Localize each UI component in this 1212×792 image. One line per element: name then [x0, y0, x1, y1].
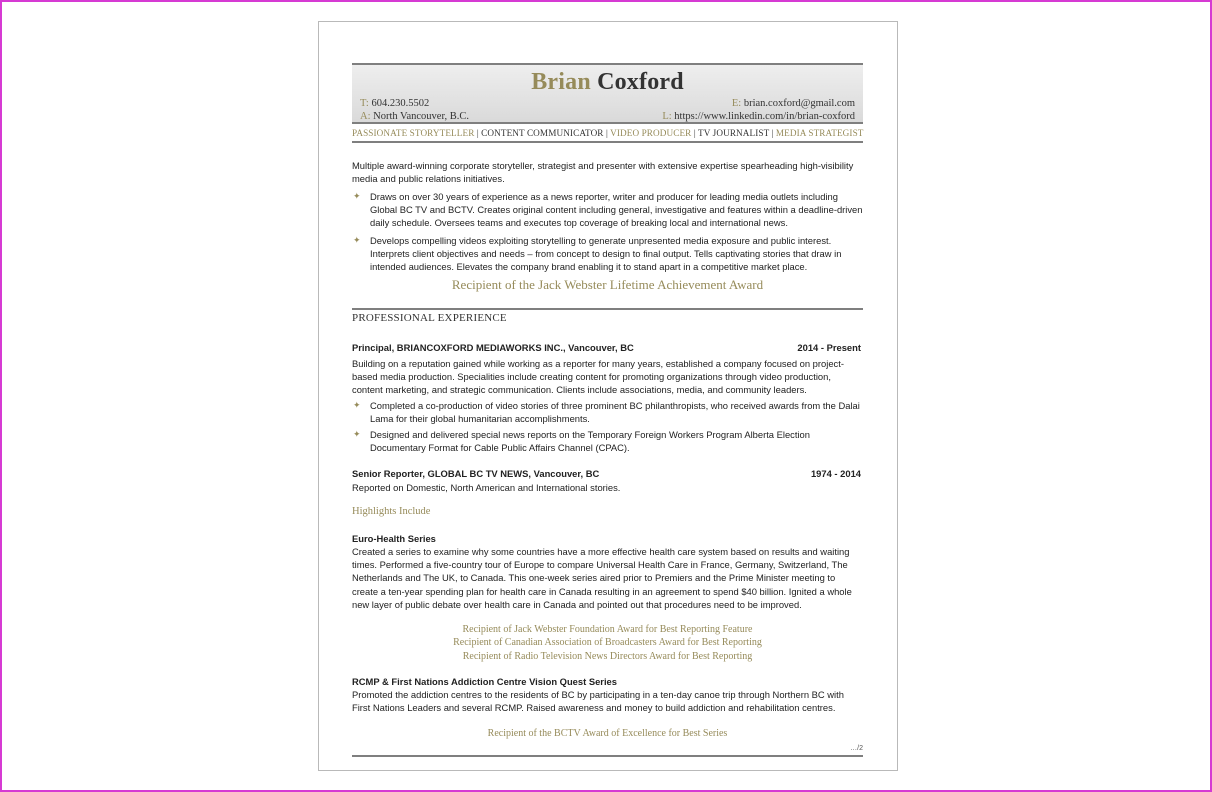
- tagline-separator: |: [603, 128, 611, 138]
- job-dates: 1974 - 2014: [810, 468, 861, 479]
- series-title: Euro-Health Series: [352, 533, 436, 544]
- page-number: …/2: [850, 745, 863, 752]
- job-bullet: [352, 399, 863, 425]
- bullet-star-icon: ✦: [353, 235, 361, 245]
- candidate-name: [352, 69, 863, 96]
- series-award: Recipient of the BCTV Award of Excellence for Best Series: [487, 728, 728, 739]
- linkedin-link[interactable]: https://www.linkedin.com/in/brian-coxford: [671, 111, 855, 122]
- series-description: Created a series to examine why some countries have a more effective health care system based on results and waiting times. Performed a five-country tour of Europe to compare Universal Health Care in France, Germany, Switzerland, The Netherlands and The UK, to Canada. This one-week series aired prior to Premiers and the Prime Minister meeting to create a ten-year spending plan for health care in Canada resulting in an agreement to spend $40 billion. Ignited a whole new layer of public debate over health care in Canada and pointed out that procedures need to be improved.: [352, 546, 852, 610]
- lifetime-award: Recipient of the Jack Webster Lifetime Achievement Award: [451, 277, 764, 292]
- section-rule: [352, 308, 863, 310]
- first-name: Brian: [531, 69, 591, 95]
- address-label: A:: [360, 111, 371, 122]
- resume-page: [318, 21, 898, 771]
- resume-header: [352, 63, 863, 124]
- award-line: Recipient of Jack Webster Foundation Award for Best Reporting Feature: [462, 624, 753, 635]
- job-title: Senior Reporter, GLOBAL BC TV NEWS, Vancouver, BC: [352, 468, 600, 479]
- tagline-item: MEDIA STRATEGIST: [775, 128, 864, 138]
- job-description: Building on a reputation gained while working as a reporter for many years, established a company focused on project-based media production. Specialities include creating content for promoting organizations through video production, content marketing, and strategic communication. Clients include associations, media, and community leaders.: [352, 358, 844, 396]
- tagline-item: TV JOURNALIST: [698, 128, 770, 138]
- summary-bullet: [352, 190, 863, 230]
- bullet-text: Draws on over 30 years of experience as a news reporter, writer and producer for leading media outlets including Global BC TV and BCTV. Creates original content including general, investigative and features within a deadline-driven daily schedule. Oversees teams and executes top coverage of breaking local and international news.: [370, 191, 863, 229]
- summary-bullet: [352, 234, 863, 274]
- tagline-item: PASSIONATE STORYTELLER: [352, 128, 475, 138]
- last-name: Coxford: [590, 69, 684, 95]
- award-line: Recipient of Canadian Association of Broadcasters Award for Best Reporting: [453, 637, 762, 649]
- tagline-rule: [352, 141, 863, 143]
- tagline-separator: |: [691, 128, 698, 138]
- series-awards: [352, 623, 863, 663]
- address-value: North Vancouver, B.C.: [370, 111, 470, 122]
- bullet-star-icon: ✦: [353, 429, 361, 439]
- job-bullet: [352, 428, 863, 454]
- tagline-separator: |: [769, 128, 776, 138]
- job-heading: [352, 342, 863, 353]
- tagline-separator: |: [474, 128, 482, 138]
- bullet-text: Develops compelling videos exploiting storytelling to generate unpresented media exposure and public interest. Interprets client objectives and needs – from concept to design to final output. Tells captivating stories that draw in intended audiences. Elevates the company brand enabling it to stand apart in a competitive market place.: [370, 235, 842, 273]
- phone-value: 604.230.5502: [368, 98, 430, 109]
- job-dates: 2014 - Present: [797, 342, 861, 353]
- phone-line: [360, 98, 429, 109]
- job-title: Principal, BRIANCOXFORD MEDIAWORKS INC., Vancouver, BC: [352, 342, 634, 353]
- summary-intro: Multiple award-winning corporate storyteller, strategist and presenter with extensive expertise spearheading high-visibility media and public relations initiatives.: [352, 160, 854, 185]
- bullet-text: Completed a co-production of video stories of three prominent BC philanthropists, who received awards from the Dalai Lama for their global humanitarian accomplishments.: [370, 400, 860, 425]
- series-title: RCMP & First Nations Addiction Centre Vision Quest Series: [352, 676, 617, 687]
- email-line: [732, 98, 855, 109]
- series-description: Promoted the addiction centres to the residents of BC by participating in a ten-day canoe trip through Northern BC with First Nations Leaders and several RCMP. Raised awareness and money to build addiction and rehabilitation centres.: [352, 689, 844, 714]
- email-label: E:: [731, 98, 742, 109]
- highlights-title: Highlights Include: [352, 506, 431, 517]
- footer-rule: [352, 755, 863, 757]
- address-line: [360, 111, 469, 122]
- section-title: PROFESSIONAL EXPERIENCE: [352, 312, 507, 324]
- job-heading: [352, 468, 863, 479]
- tagline: [352, 128, 863, 138]
- bullet-text: Designed and delivered special news reports on the Temporary Foreign Workers Program Alberta Election Documentary Format for Cable Public Affairs Channel (CPAC).: [370, 429, 810, 454]
- bullet-star-icon: ✦: [353, 191, 361, 201]
- bullet-star-icon: ✦: [353, 400, 361, 410]
- phone-label: T:: [360, 98, 369, 109]
- linkedin-line: [662, 111, 855, 122]
- tagline-item: CONTENT COMMUNICATOR: [481, 128, 604, 138]
- award-line: Recipient of Radio Television News Directors Award for Best Reporting: [462, 650, 753, 662]
- email-value[interactable]: brian.coxford@gmail.com: [741, 98, 855, 109]
- linkedin-label: L:: [662, 111, 672, 122]
- tagline-item: VIDEO PRODUCER: [610, 128, 692, 138]
- header-rule: [352, 122, 863, 124]
- job-description: Reported on Domestic, North American and International stories.: [352, 482, 621, 493]
